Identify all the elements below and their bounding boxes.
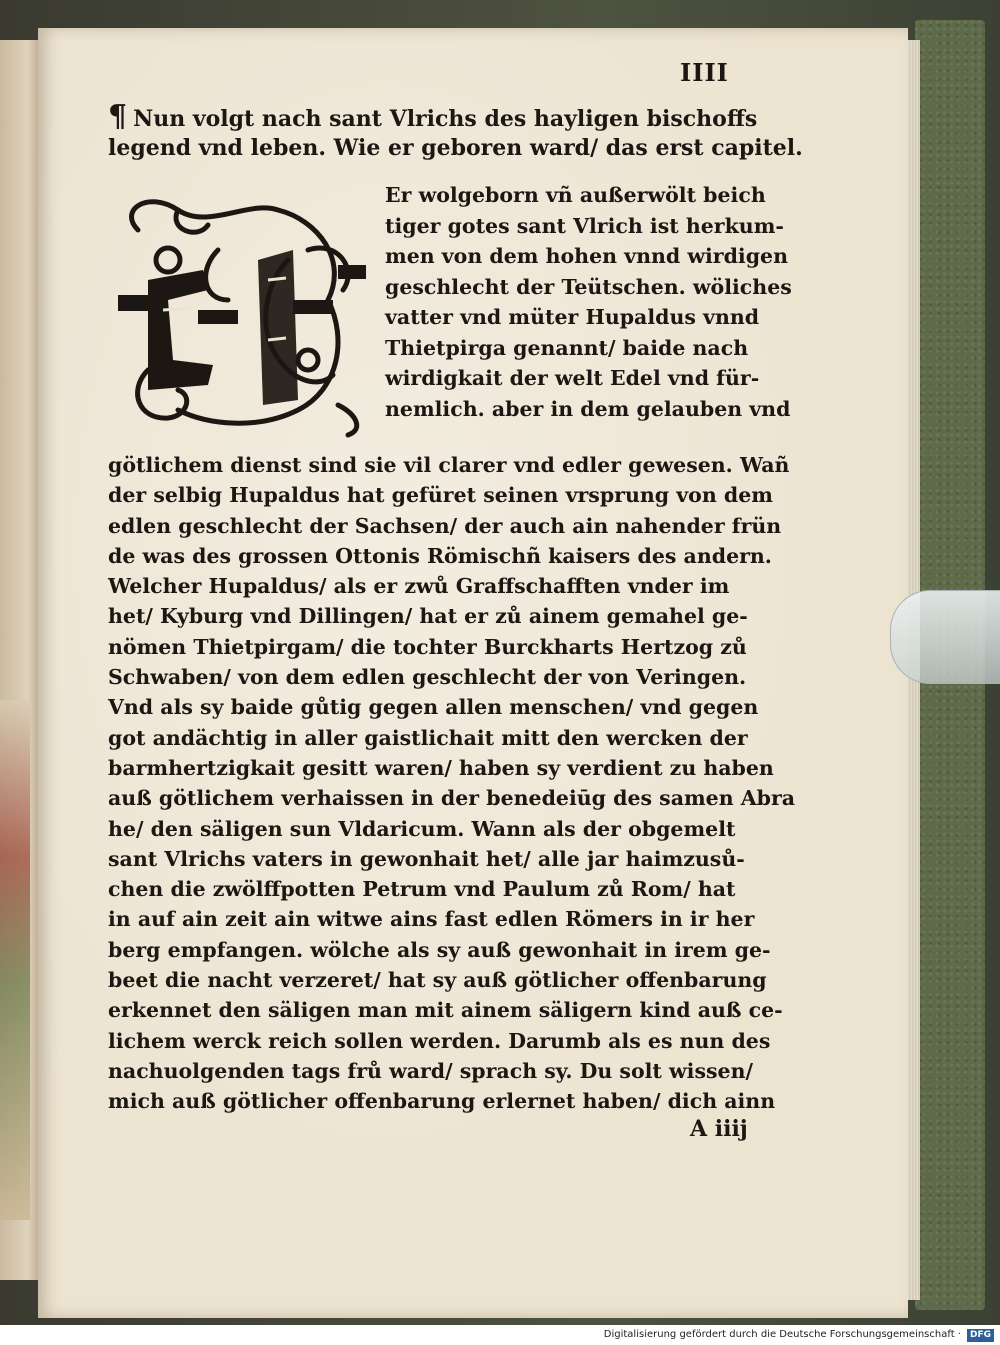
text-line: he/ den säligen sun Vldaricum. Wann als der obgemelt [108, 816, 736, 841]
body-text [108, 450, 795, 1117]
text-line: tiger gotes sant Vlrich ist herkum- [385, 213, 784, 238]
text-line: vatter vnd müter Hupaldus vnnd [385, 305, 760, 329]
text-line: Welcher Hupaldus/ als er zwů Graffschafften vnder im [108, 574, 730, 599]
text-line: Schwaben/ von dem edlen geschlecht der von Veringen. [108, 665, 747, 690]
text-line: auß götlichem verhaissen in der benedeiūg des samen Abra [108, 786, 796, 811]
text-line: nömen Thietpirgam/ die tochter Burckharts Hertzog zů [108, 634, 747, 659]
text-line: nemlich. aber in dem gelauben vnd [385, 396, 791, 421]
text-line: de was des grossen Ottonis Römischñ kaisers des andern. [108, 543, 772, 568]
text-line: geschlecht der Teütschen. wöliches [385, 274, 792, 299]
dfg-logo: DFG [967, 1329, 994, 1342]
signature-mark: A iiij [690, 1116, 748, 1142]
footer-bar [0, 1325, 1000, 1345]
text-line: edlen geschlecht der Sachsen/ der auch ain nahender frün [108, 513, 782, 538]
text-line: barmhertzigkait gesitt waren/ haben sy verdient zu haben [108, 755, 774, 780]
text-line: beet die nacht verzeret/ hat sy auß götlicher offenbarung [108, 968, 767, 993]
text-line: mich auß götlicher offenbarung erlernet haben/ dich ainn [108, 1089, 776, 1114]
text-line: der selbig Hupaldus hat gefüret seinen vrsprung von dem [108, 483, 773, 508]
text-line: Vnd als sy baide gůtig gegen allen menschen/ vnd gegen [108, 695, 759, 720]
text-line: het/ Kyburg vnd Dillingen/ hat er zů ainem gemahel ge- [108, 604, 748, 629]
paragraph-mark: ¶ [108, 99, 128, 134]
text-beside-initial [385, 180, 792, 424]
text-line: nachuolgenden tags frů ward/ sprach sy. Du solt wissen/ [108, 1058, 753, 1083]
text-line: berg empfangen. wölche als sy auß gewonhait in irem ge- [108, 937, 771, 962]
text-line: in auf ain zeit ain witwe ains fast edlen Römers in ir her [108, 907, 755, 932]
text-line: götlichem dienst sind sie vil clarer vnd edler gewesen. Wañ [108, 453, 790, 477]
chapter-heading [108, 100, 803, 161]
text-line: Thietpirga genannt/ baide nach [385, 335, 749, 360]
text-line: Er wolgeborn vñ außerwölt beich [385, 183, 766, 207]
text-line: wirdigkait der welt Edel vnd für- [385, 366, 760, 390]
text-line: erkennet den säligen man mit ainem säligern kind auß ce- [108, 998, 783, 1023]
heading-line: legend vnd leben. Wie er geboren ward/ das erst capitel. [108, 134, 803, 161]
heading-line: Nun volgt nach sant Vlrichs des hayligen bischoffs [133, 106, 758, 132]
text-line: lichem werck reich sollen werden. Darumb als es nun des [108, 1028, 771, 1053]
folio-number: IIII [680, 58, 729, 87]
facing-page-illustration [0, 700, 30, 1220]
funding-credit: Digitalisierung gefördert durch die Deutsche Forschungsgemeinschaft · [603, 1329, 961, 1340]
text-line: men von dem hohen vnnd wirdigen [385, 244, 789, 268]
text-line: got andächtig in aller gaistlichait mitt den wercken der [108, 725, 748, 750]
text-line: chen die zwölffpotten Petrum vnd Paulum zů Rom/ hat [108, 877, 736, 902]
text-line: sant Vlrichs vaters in gewonhait het/ alle jar haimzusů- [108, 846, 745, 871]
initial-letter: D [238, 340, 240, 341]
page-clip [890, 590, 1000, 684]
decorated-initial [108, 190, 370, 440]
